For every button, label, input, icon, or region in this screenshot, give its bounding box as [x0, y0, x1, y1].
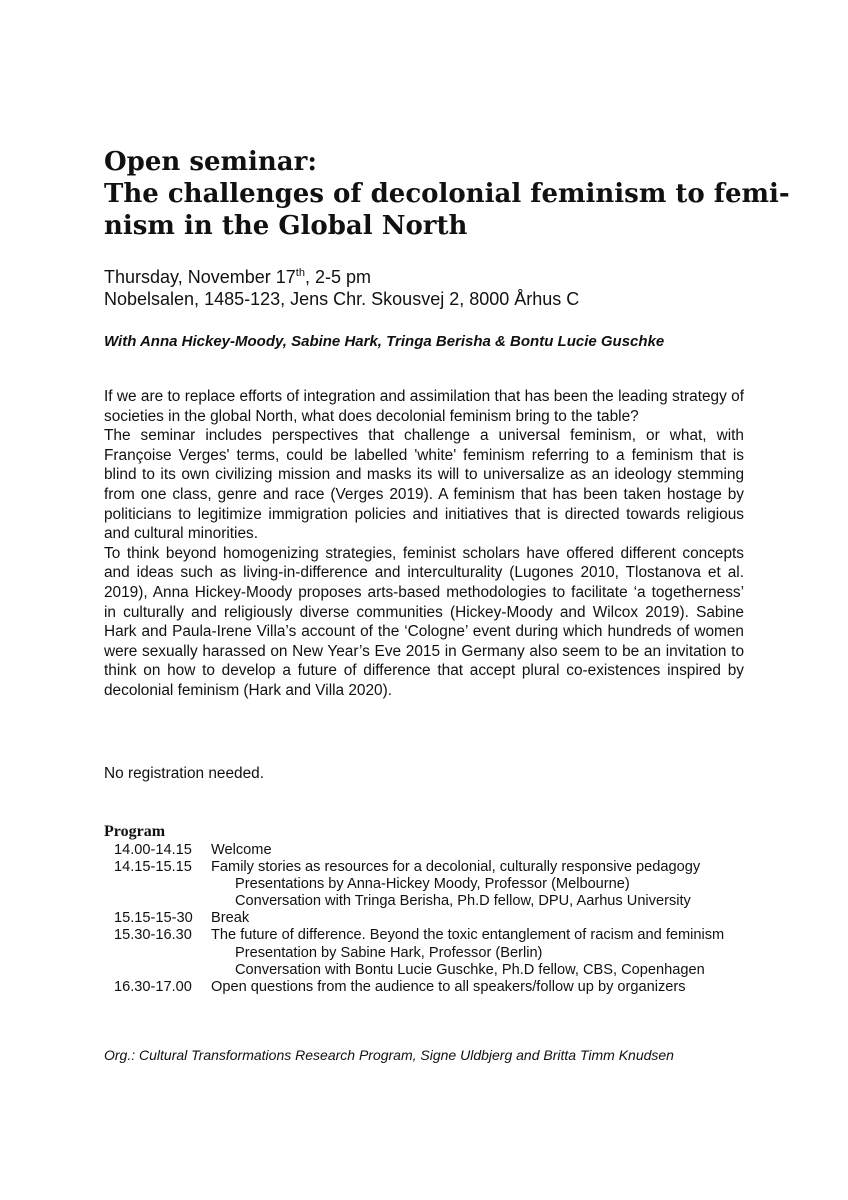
seminar-description	[104, 387, 744, 701]
program-detail: Presentations by Anna-Hickey Moody, Professor (Melbourne)	[235, 876, 630, 893]
program-title: Family stories as resources for a decolonial, culturally responsive pedagogy	[211, 859, 701, 876]
description-paragraph-3: To think beyond homogenizing strategies, feminist scholars have offered different concepts and ideas such as living-in-difference and interculturality (Lugones 2010, Tlostanova et al. 2019), Anna Hickey-Moody proposes arts-based methodologies to facilitate ‘a togetherness’ in culturally and religiously diverse communities (Hickey-Moody and Wilcox 2019). Sabine Hark and Paula-Irene Villa’s account of the ‘Cologne’ event during which hundreds of women were sexually harassed on New Year’s Eve 2015 in Germany also seem to be an invitation to think on how to develop a future of difference that accept plural co-existences inspired by decolonial feminism (Hark and Villa 2020).	[104, 544, 744, 699]
event-date	[104, 266, 784, 288]
program-item	[114, 927, 814, 944]
program-item	[114, 842, 814, 859]
title-line-3: nism in the Global North	[104, 211, 468, 241]
program-detail: Conversation with Bontu Lucie Guschke, Ph.D fellow, CBS, Copenhagen	[235, 961, 705, 978]
program-time: 14.15-15.15	[114, 859, 192, 876]
program-item	[114, 859, 814, 876]
event-date-main: Thursday, November 17	[104, 267, 296, 287]
description-paragraph-1: If we are to replace efforts of integration and assimilation that has been the leading strategy of societies in the global North, what does decolonial feminism bring to the table?	[104, 388, 744, 425]
program-item	[114, 910, 814, 927]
title-line-1: Open seminar:	[104, 147, 317, 177]
organizers-line: Org.: Cultural Transformations Research Program, Signe Uldbjerg and Britta Timm Knudsen	[104, 1047, 674, 1063]
title-line-2: The challenges of decolonial feminism to femi-	[104, 179, 790, 209]
event-time: , 2-5 pm	[304, 267, 371, 287]
seminar-title	[104, 146, 790, 242]
program-title: Break	[211, 910, 250, 927]
program-item	[114, 979, 814, 996]
program-detail: Conversation with Tringa Berisha, Ph.D fellow, DPU, Aarhus University	[235, 893, 691, 910]
description-paragraph-2: The seminar includes perspectives that challenge a universal feminism, or what, with Françoise Verges' terms, could be labelled 'white' feminism referring to a feminism that is blind to its own civilizing mission and masks its will to universalize as an ideology stemming from one class, genre and race (Verges 2019). A feminism that has been taken hostage by politicians to legitimize immigration policies and initiatives that is directed towards religious and cultural minorities.	[104, 427, 744, 543]
program-list	[114, 842, 814, 996]
event-location: Nobelsalen, 1485-123, Jens Chr. Skousvej 2, 8000 Århus C	[104, 289, 580, 309]
program-title: The future of difference. Beyond the toxic entanglement of racism and feminism	[211, 927, 725, 944]
speakers-line: With Anna Hickey-Moody, Sabine Hark, Tringa Berisha & Bontu Lucie Guschke	[104, 333, 665, 350]
program-time: 16.30-17.00	[114, 978, 192, 995]
program-time: 15.15-15-30	[114, 910, 193, 927]
program-heading: Program	[104, 823, 166, 840]
program-title: Open questions from the audience to all speakers/follow up by organizers	[211, 978, 686, 995]
event-date-ordinal: th	[295, 267, 305, 279]
program-time: 14.00-14.15	[114, 842, 192, 858]
program-detail: Presentation by Sabine Hark, Professor (Berlin)	[235, 944, 543, 961]
registration-note: No registration needed.	[104, 765, 264, 782]
program-title: Welcome	[211, 842, 272, 858]
program-time: 15.30-16.30	[114, 927, 192, 944]
event-details	[104, 266, 784, 310]
